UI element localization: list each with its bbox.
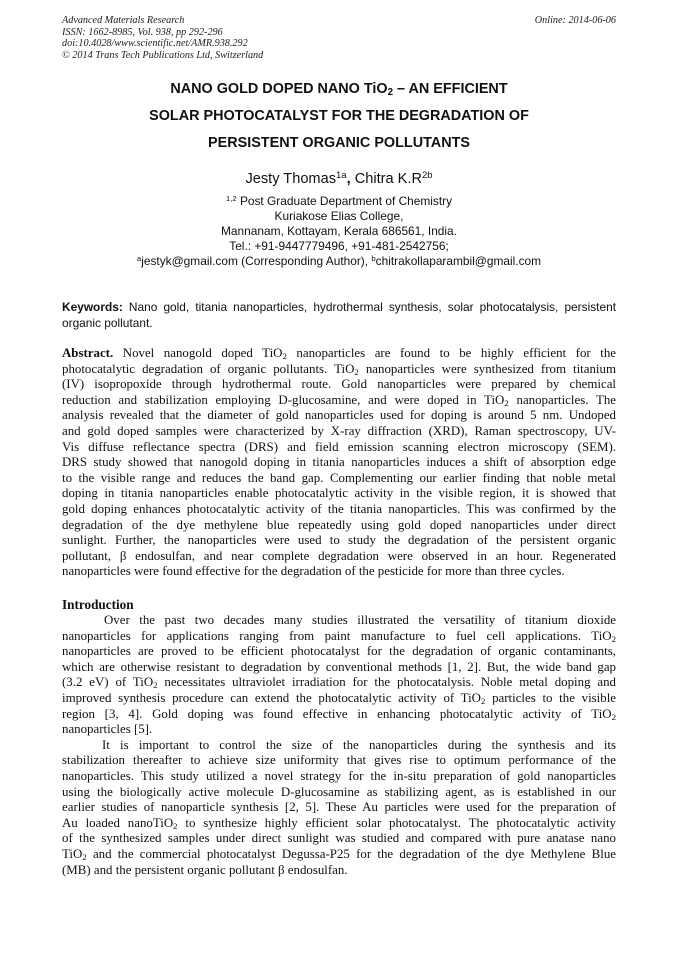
journal-header bbox=[62, 15, 616, 61]
issn-line: ISSN: 1662-8985, Vol. 938, pp 292-296 bbox=[62, 26, 223, 38]
author-1: Jesty Thomas bbox=[245, 171, 337, 187]
email-link-a[interactable]: jestyk@gmail.com (Corresponding Author), bbox=[141, 254, 372, 268]
online-date: Online: 2014-06-06 bbox=[534, 15, 616, 26]
affiliation-department: $^{1,2}$ Post Graduate Department of Chemistry bbox=[225, 193, 453, 208]
copyright-line: © 2014 Trans Tech Publications Ltd, Switzerland bbox=[62, 49, 264, 61]
doi-line: doi:10.4028/www.scientific.net/AMR.938.292 bbox=[62, 38, 248, 49]
author-2: Chitra K.R bbox=[354, 171, 422, 187]
title-line-3: PERSISTENT ORGANIC POLLUTANTS bbox=[208, 135, 470, 151]
affiliation-college: Kuriakose Elias College, bbox=[274, 209, 404, 223]
keywords-text: Nano gold, titania nanoparticles, hydrothermal synthesis, solar photocatalysis, persistent organic pollutant. bbox=[62, 300, 616, 330]
section-heading-introduction: Introduction bbox=[62, 597, 134, 612]
affiliation-emails: $^a$jestyk@gmail.com (Corresponding Author), $^b$chitrakollaparambil@gmail.com bbox=[136, 253, 542, 268]
abstract-label: Abstract. bbox=[62, 346, 114, 360]
affiliation-phone: Tel.: +91-9447779496, +91-481-2542756; bbox=[229, 239, 449, 253]
affiliation-block bbox=[62, 194, 616, 269]
email-link-b[interactable]: chitrakollaparambil@gmail.com bbox=[375, 254, 542, 268]
journal-name: Advanced Materials Research bbox=[62, 15, 185, 26]
title-line-2: SOLAR PHOTOCATALYST FOR THE DEGRADATION OF bbox=[149, 108, 529, 124]
abstract-paragraph: Abstract. Novel nanogold doped TiO$_2$ nanoparticles are found to be highly efficient for the photocatalytic degradation of organic pollutants. TiO$_2$ nanoparticles were synthesized from titanium (IV) isopropoxide through hydrothermal route. Gold nanoparticles were prepared by chemical reduction and stabilization employing D-glucosamine, and were doped in TiO$_2$ nanoparticles. The analysis revealed that the diameter of gold nanoparticles used for doping is around 5 nm. Undoped and gold doped samples were characterized by X-ray diffraction (XRD), Raman spectroscopy, UV- Vis diffuse reflectance spectra (DRS) and field emission scanning electron microscopy (SEM). DRS study showed that nanogold doping in titania nanoparticles induces a shift of absorption edge to the visible range and reduces the band gap. Complementing our earlier finding that noble metal doping in titania nanoparticles enable photocatalytic activity in the visible region, it is showed that gold doping enhances photocatalytic activity of the titania nanoparticles. This was confirmed by the degradation of the dye methylene blue repeatedly using gold doped nanoparticles under direct sunlight. Further, the nanoparticles were used to study the degradation of the persistent organic pollutant, β endosulfan, and near complete degradation were observed in an hour. Regenerated nanoparticles were found effective for the degradation of the pesticide for more than three cycles. bbox=[62, 346, 616, 579]
author-list: Jesty Thomas$^{1a}$, Chitra $K.R^{2b}$ bbox=[245, 169, 433, 187]
paper-title bbox=[62, 76, 616, 157]
keywords-paragraph bbox=[62, 299, 616, 331]
keywords-label: Keywords: bbox=[62, 300, 123, 314]
affiliation-address: Mannanam, Kottayam, Kerala 686561, India. bbox=[221, 224, 457, 238]
title-line-1: NANO GOLD DOPED NANO TiO$_2$ – AN EFFICIENT bbox=[170, 81, 508, 98]
introduction-body: Over the past two decades many studies illustrated the versatility of titanium dioxide nanoparticles for applications ranging from paint manufacture to fuel cell applications. TiO$_2$ nanoparticles are proved to be efficient photocatalyst for the degradation of organic contaminants, which are otherwise resistant to degradation by conventional methods [1, 2]. But, the wide band gap (3.2 eV) of TiO$_2$ necessitates ultraviolet irradiation for the photocatalysis. Noble metal doping and improved synthesis procedure can extend the photocatalytic activity of TiO$_2$ particles to the visible region [3, 4]. Gold doping was found effective in enhancing photocatalytic activity of TiO$_2$ nanoparticles [5]. It is important to control the size of the nanoparticles during the synthesis and its stabilization thereafter to achieve size uniformity that gives rise to optimum performance of the nanoparticles. This study utilized a novel strategy for the in-situ preparation of gold nanoparticles using the biologically active molecule D-glucosamine as stabilizing agent, as is established in our earlier studies of nanoparticle synthesis [2, 5]. These Au particles were used for the preparation of Au loaded nanoTiO$_2$ to synthesize highly efficient solar photocatalyst. The photocatalytic activity of the synthesized samples under direct sunlight was studied and compared with pure anatase nano TiO$_2$ and the commercial photocatalyst Degussa-P25 for the degradation of the dye Methylene Blue (MB) and the persistent organic pollutant β endosulfan. bbox=[62, 613, 617, 877]
